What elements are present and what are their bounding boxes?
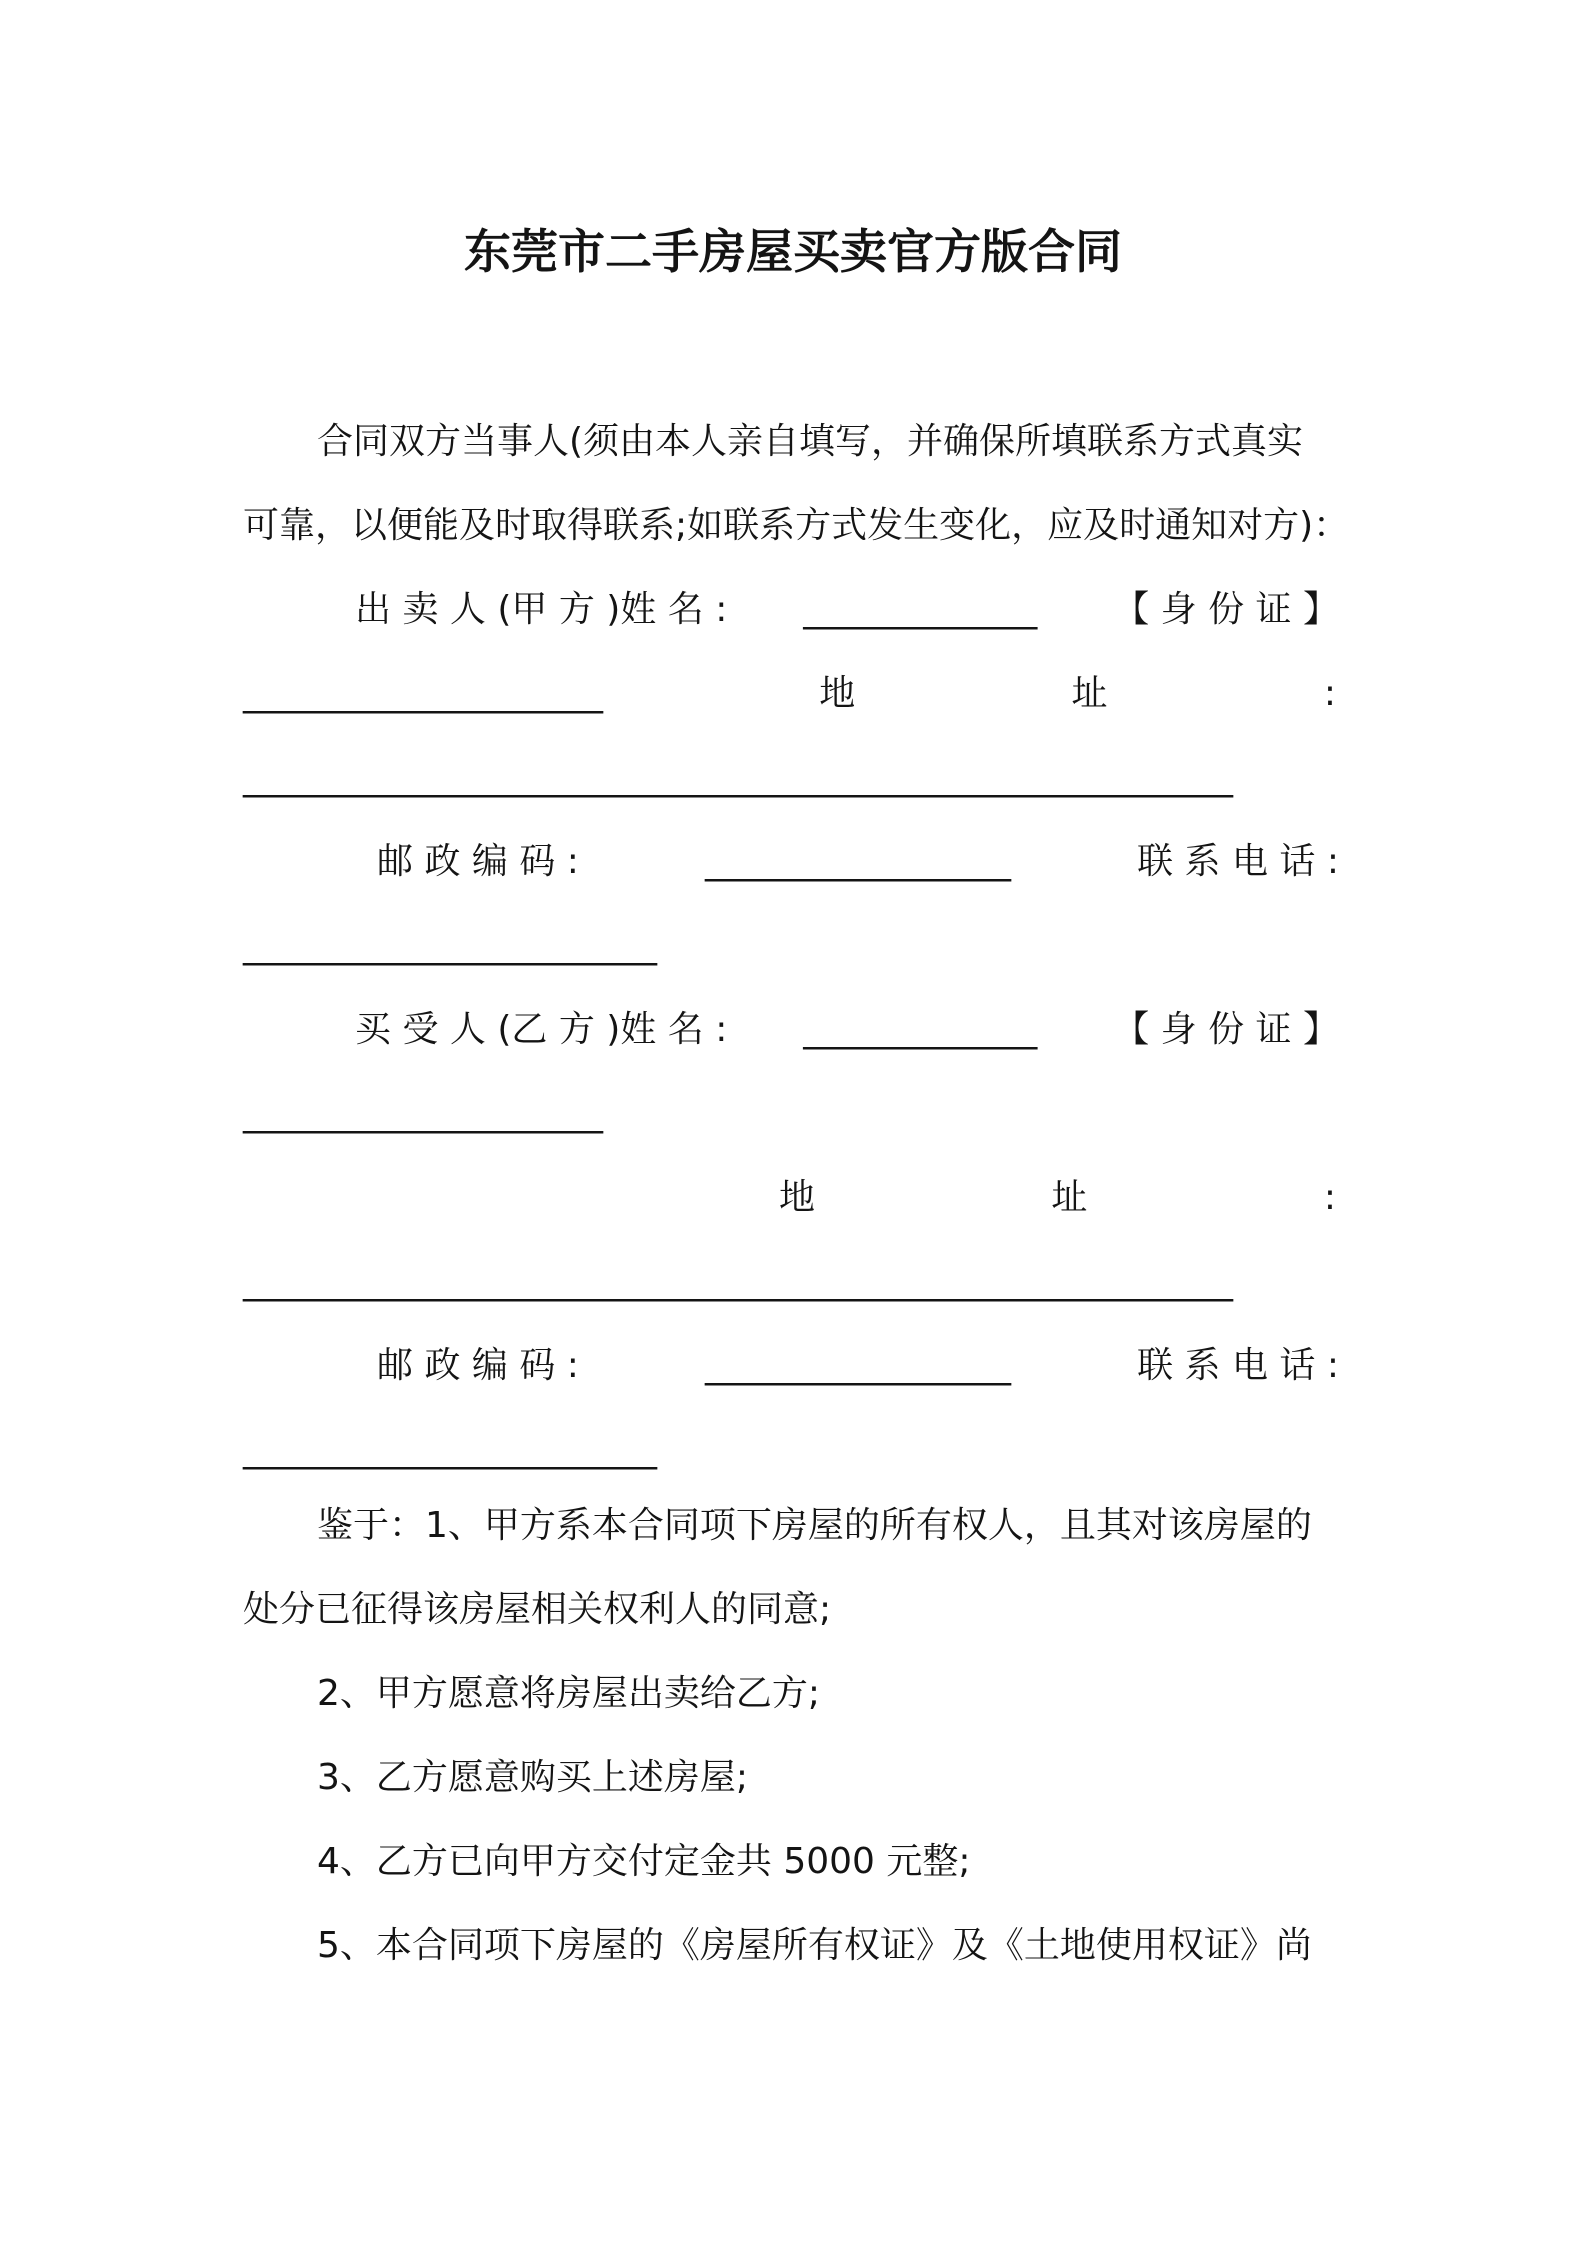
seller-address-label-2: 址: [1071, 673, 1108, 714]
whereas-item-4: 4、乙方已向甲方交付定金共 5000 元整;: [317, 1841, 971, 1882]
seller-id-label: 【 身 份 证 】: [1113, 589, 1339, 630]
document-title: 东莞市二手房屋买卖官方版合同: [464, 225, 1122, 280]
buyer-name-blank[interactable]: _____________: [803, 1009, 1038, 1050]
seller-address-label-1: 地: [819, 673, 856, 714]
buyer-postcode-blank[interactable]: _________________: [705, 1345, 1011, 1386]
whereas-line-2: 处分已征得该房屋相关权利人的同意;: [243, 1589, 832, 1630]
buyer-id-blank[interactable]: ____________________: [243, 1093, 603, 1134]
seller-id-blank[interactable]: ____________________: [243, 673, 603, 714]
buyer-name-label: 买 受 人 (乙 方 )姓 名 :: [355, 1009, 728, 1050]
seller-postcode-label: 邮 政 编 码 :: [377, 841, 579, 882]
buyer-address-blank[interactable]: _______________________________________________________: [243, 1261, 1233, 1302]
buyer-postcode-label: 邮 政 编 码 :: [377, 1345, 579, 1386]
seller-address-blank[interactable]: _______________________________________________________: [243, 757, 1233, 798]
seller-postcode-blank[interactable]: _________________: [705, 841, 1011, 882]
buyer-phone-blank[interactable]: _______________________: [243, 1429, 657, 1470]
whereas-item-5: 5、本合同项下房屋的《房屋所有权证》及《土地使用权证》尚: [317, 1925, 1312, 1966]
seller-phone-blank[interactable]: _______________________: [243, 925, 657, 966]
buyer-address-label-2: 址: [1051, 1177, 1088, 1218]
seller-address-label-row: [243, 673, 1336, 714]
whereas-item-3: 3、乙方愿意购买上述房屋;: [317, 1757, 749, 1798]
seller-contact-row: [377, 841, 1339, 882]
seller-name-blank[interactable]: _____________: [803, 589, 1038, 630]
seller-name-label: 出 卖 人 (甲 方 )姓 名 :: [355, 589, 728, 630]
buyer-address-colon: :: [1323, 1177, 1336, 1218]
seller-address-colon: :: [1323, 673, 1336, 714]
seller-name-row: [355, 589, 1339, 630]
buyer-address-label-row: [779, 1177, 1336, 1218]
buyer-address-label-1: 地: [779, 1177, 816, 1218]
whereas-line-1: 鉴于：1、甲方系本合同项下房屋的所有权人，且其对该房屋的: [317, 1505, 1312, 1546]
buyer-phone-label: 联 系 电 话 :: [1137, 1345, 1339, 1386]
intro-line-2: 可靠，以便能及时取得联系;如联系方式发生变化，应及时通知对方)：: [243, 505, 1350, 546]
buyer-name-row: [355, 1009, 1339, 1050]
whereas-item-2: 2、甲方愿意将房屋出卖给乙方;: [317, 1673, 821, 1714]
buyer-contact-row: [377, 1345, 1339, 1386]
intro-line-1: 合同双方当事人(须由本人亲自填写，并确保所填联系方式真实: [317, 421, 1304, 462]
seller-phone-label: 联 系 电 话 :: [1137, 841, 1339, 882]
buyer-id-label: 【 身 份 证 】: [1113, 1009, 1339, 1050]
